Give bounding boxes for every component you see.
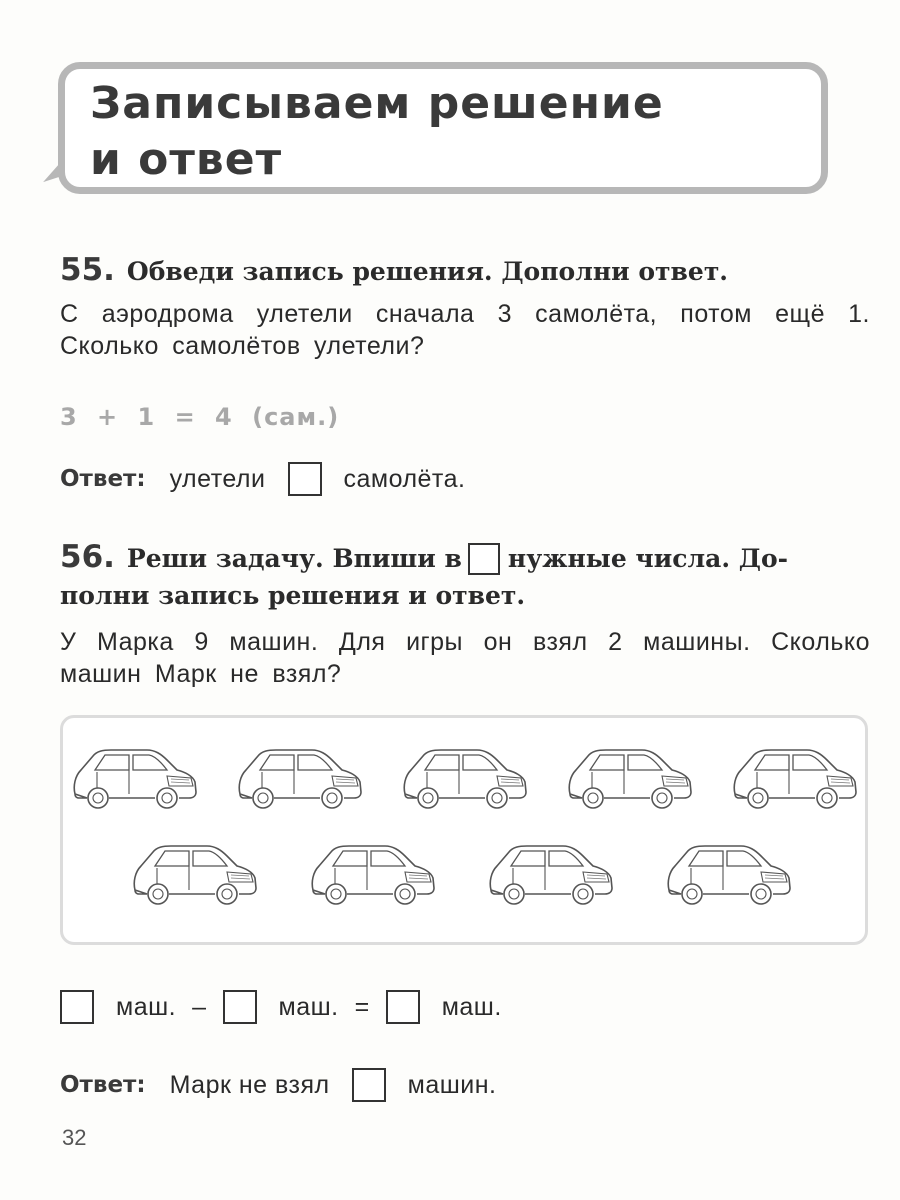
expression-unit-2: маш.: [278, 992, 339, 1021]
car-icon: [485, 842, 615, 906]
expression-unit-3: маш.: [441, 992, 502, 1021]
answer-input-box[interactable]: [288, 462, 322, 496]
task-55-problem: С аэродрома улетели сначала 3 самолёта, потом ещё 1. Сколько самолётов улетели?: [60, 300, 870, 360]
cars-panel: [60, 715, 868, 945]
task-56-answer: [60, 1068, 513, 1102]
task-56-heading: [60, 540, 788, 613]
task-55-heading: [60, 252, 728, 288]
expression-operator-minus: –: [192, 992, 207, 1021]
car-icon: [729, 746, 859, 810]
car-icon: [69, 746, 199, 810]
expression-operator-equals: =: [354, 992, 370, 1021]
page-title: Записываем решение и ответ: [90, 78, 664, 185]
task-56-number: 56.: [60, 539, 115, 575]
task-55-answer: [60, 462, 481, 496]
task-55-equation[interactable]: 3 + 1 = 4 (сам.): [60, 403, 340, 431]
car-icon: [129, 842, 259, 906]
answer-text-after: самолёта.: [343, 464, 466, 493]
expression-input-box-1[interactable]: [60, 990, 94, 1024]
task-56-problem: У Марка 9 машин. Для игры он взял 2 машины. Сколько машин Марк не взял?: [60, 628, 870, 688]
instruction-box-icon: [468, 543, 500, 575]
task-56-expression: [60, 990, 518, 1024]
task-55-instruction: Обведи запись решения. Дополни ответ.: [126, 257, 729, 286]
task-56-instruction-line2: полни запись решения и ответ.: [60, 580, 526, 610]
answer-label: Ответ:: [60, 1072, 146, 1098]
car-icon: [307, 842, 437, 906]
answer-label: Ответ:: [60, 466, 146, 492]
task-55-number: 55.: [60, 252, 115, 288]
car-icon: [399, 746, 529, 810]
page-number: 32: [62, 1125, 87, 1150]
answer-input-box[interactable]: [352, 1068, 386, 1102]
answer-text-before: Марк не взял: [169, 1070, 330, 1099]
task-56-instruction-part1: Реши задачу. Впиши в: [126, 544, 462, 573]
car-icon: [663, 842, 793, 906]
answer-text-after: машин.: [407, 1070, 497, 1099]
expression-input-box-2[interactable]: [223, 990, 257, 1024]
expression-unit-1: маш.: [116, 992, 177, 1021]
task-56-instruction-part2: нужные числа. До-: [507, 544, 789, 573]
car-icon: [564, 746, 694, 810]
answer-text-before: улетели: [169, 464, 266, 493]
car-icon: [234, 746, 364, 810]
expression-input-box-3[interactable]: [386, 990, 420, 1024]
